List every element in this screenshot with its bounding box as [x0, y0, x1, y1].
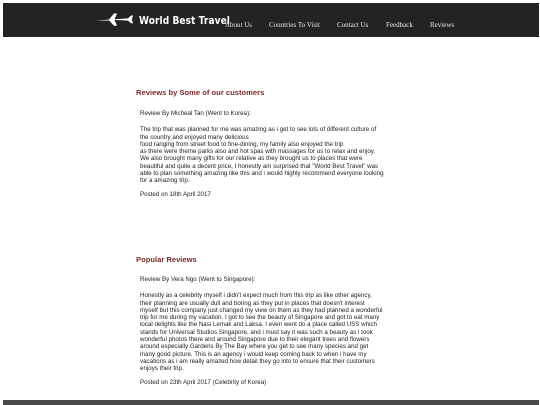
review-text	[140, 292, 412, 372]
footer-bar	[3, 400, 539, 405]
review-line: enjoys their trip.	[140, 365, 184, 373]
review-line: food ranging from street food to fine-dining, my family also enjoyed the trip	[140, 140, 344, 148]
review-line: around especially Gardens By The Bay where you get to see many species and get	[140, 343, 369, 351]
review-line: the country and enjoyed many delicious	[140, 133, 249, 141]
nav-reviews[interactable]: Reviews	[430, 21, 455, 29]
top-navigation-bar	[3, 3, 539, 37]
review-line: We also brought many gifts for our relative as they brought us to places that were	[140, 155, 363, 163]
nav-about-us[interactable]: About Us	[225, 21, 253, 29]
section-title-customer-reviews: Reviews by Some of our customers	[136, 88, 265, 97]
review-author: Review By Vera Ngo (Went to Singapore):	[140, 276, 256, 283]
review-line: wonderful photos there and around Singapore due to their elegant trees and flowers	[140, 336, 370, 344]
review-line: trip for me during my vacation. I got to see the beauty of Singapore and got to eat many	[140, 314, 380, 322]
review-line: The trip that was planned for me was amazing as i get to see lots of different culture of	[140, 126, 377, 134]
review-line: beautiful and quite a decent price, I honestly am surprised that "World Best Travel" was	[140, 162, 379, 170]
logo-text: World Best Travel	[139, 13, 230, 27]
review-author: Review By Micheal Tan (Went to Korea):	[140, 110, 251, 117]
review-line: Honestly as a celebrity myself i didn't expect much from this trip as like other agency,	[140, 292, 372, 300]
review-line: local delights like the Nasi Lemak and Laksa. I even went do a place called USS which	[140, 321, 377, 329]
review-line: stands for Universal Studios Singapore, and i must say it was such a beauty as i took	[140, 328, 373, 336]
review-line: for a amazing trip.	[140, 177, 190, 185]
review-line: able to plan something amazing like this and i would highly recommend everyone looking	[140, 170, 384, 178]
section-title-popular-reviews: Popular Reviews	[136, 255, 197, 264]
review-line: vacations as i am really amazed how detail they go into to ensure that their customers	[140, 357, 375, 365]
nav-countries-to-visit[interactable]: Countries To Visit	[269, 21, 320, 29]
review-posted-date: Posted on 18th April 2017	[140, 190, 211, 198]
review-card	[140, 276, 412, 386]
review-posted-date: Posted on 23th April 2017 (Celebrity of Korea)	[140, 378, 267, 386]
review-line: their planning are usually dull and boring as they put in places that doesn't interest	[140, 299, 365, 307]
nav-feedback[interactable]: Feedback	[386, 21, 413, 29]
main-nav	[3, 21, 539, 35]
review-line: myself but this company just changed my view on them as they had planned a wonderful	[140, 306, 383, 314]
review-line: as there were theme parks also and hot spas with massages for us to relax and enjoy.	[140, 148, 376, 156]
nav-contact-us[interactable]: Contact Us	[337, 21, 369, 29]
review-line: many good picture. This is an agency i would keep coming back to when i have my	[140, 350, 367, 358]
review-card	[140, 110, 412, 198]
review-text	[140, 126, 412, 184]
